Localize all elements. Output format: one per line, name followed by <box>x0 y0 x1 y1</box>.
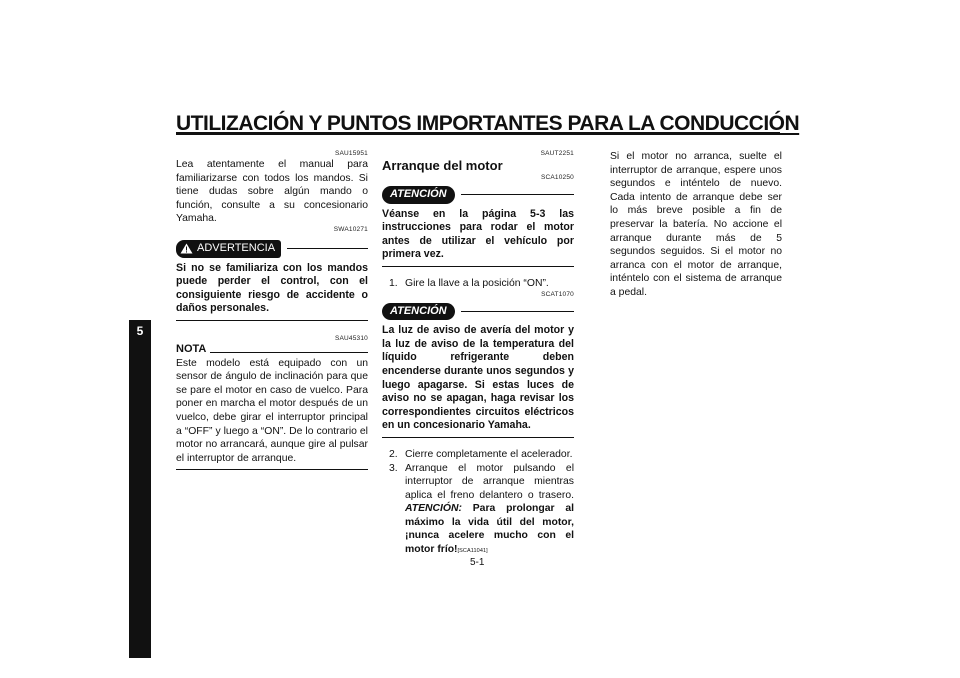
section-code: SAUT2251 <box>540 150 574 157</box>
steps-list <box>382 277 574 291</box>
divider <box>287 248 368 249</box>
inline-caution-text: Para prolongar al máximo la vida útil del motor, ¡nunca acelere mucho con el motor frío! <box>405 503 575 556</box>
warning-badge <box>176 240 281 258</box>
warning-text: Si no se familiariza con los mandos puede perder el control, con el consiguiente riesgo de accidente o daños personales. <box>176 261 368 315</box>
list-item: 2. Cierre completamente el acelerador. <box>389 448 573 460</box>
nota-text: Este modelo está equipado con un sensor de ángulo de inclinación para que se pare el motor en caso de vuelco. Para poner en marcha el motor después de un vuelco, debe girar el interruptor principal a “OFF” y luego a “ON”. De lo contrario el motor no arrancará, aunque gire al pulsar el interruptor de arranque. <box>176 357 368 464</box>
section-code: SAU15951 <box>334 150 368 157</box>
nota-label: NOTA <box>176 342 207 355</box>
chapter-tab: 5 <box>129 320 151 658</box>
step-text: Arranque el motor pulsando el interruptor de arranque mientras aplica el freno delantero o trasero. <box>405 462 574 501</box>
column-1 <box>176 150 368 470</box>
list-item: 1. Gire la llave a la posición “ON”. <box>389 277 549 289</box>
section-code: SCA10250 <box>540 174 574 181</box>
body-paragraph: Si el motor no arranca, suelte el interruptor de arranque, espere unos segundos e inténtelo de nuevo. Cada intento de arranque debe ser lo más breve posible a fin de preservar la batería. No accione el arranque durante más de 5 segundos seguidos. Si el motor no arranca con el motor de arranque, inténtelo con el sistema de arranque a pedal. <box>610 151 782 298</box>
caution-badge: ATENCIÓN <box>382 303 455 321</box>
warning-header <box>176 240 368 258</box>
caution-text: La luz de aviso de avería del motor y la luz de aviso de la temperatura del líquido refrigerante deben encenderse durante unos segundos y luego apagarse. Si estas luces de aviso no se apagan, haga revisar los correspondientes circuitos eléctricos en un concesionario Yamaha. <box>382 324 574 432</box>
warning-label: ADVERTENCIA <box>197 241 276 254</box>
caution-badge: ATENCIÓN <box>382 186 455 204</box>
divider <box>176 469 368 470</box>
nota-header <box>176 343 368 357</box>
divider <box>461 311 574 312</box>
divider <box>210 352 368 353</box>
column-2 <box>382 150 574 559</box>
page-number: 5-1 <box>470 557 485 568</box>
section-code: SCAT1070 <box>541 290 574 298</box>
list-item: 3. Arranque el motor pulsando el interruptor de arranque mientras aplica el freno delantero o trasero. ATENCIÓN: Para prolongar al máximo la vida útil del motor, ¡nunca acelere mucho con el motor frío![SCA11041] <box>389 462 575 556</box>
caution-header <box>382 186 574 204</box>
divider <box>382 266 574 267</box>
page-title: UTILIZACIÓN Y PUNTOS IMPORTANTES PARA LA CONDUCCIÓN <box>176 112 800 135</box>
warning-triangle-icon <box>180 243 193 254</box>
intro-paragraph: Lea atentamente el manual para familiarizarse con todos los mandos. Si tiene dudas sobre algún mando o función, consulte a su concesionario Yamaha. <box>176 159 368 225</box>
divider <box>382 437 574 438</box>
caution-header <box>382 303 574 321</box>
title-rule <box>176 132 780 134</box>
steps-list <box>382 448 574 559</box>
caution-text: Véanse en la página 5-3 las instrucciones para rodar el motor antes de utilizar el vehículo por primera vez. <box>382 207 574 261</box>
inline-code: [SCA11041] <box>457 548 488 555</box>
section-code: SWA10271 <box>333 225 368 233</box>
column-3 <box>610 150 782 300</box>
section-code: SAU45310 <box>334 334 368 342</box>
inline-caution-label: ATENCIÓN: <box>405 503 462 515</box>
section-heading: Arranque del motor <box>382 158 503 173</box>
divider <box>461 194 574 195</box>
